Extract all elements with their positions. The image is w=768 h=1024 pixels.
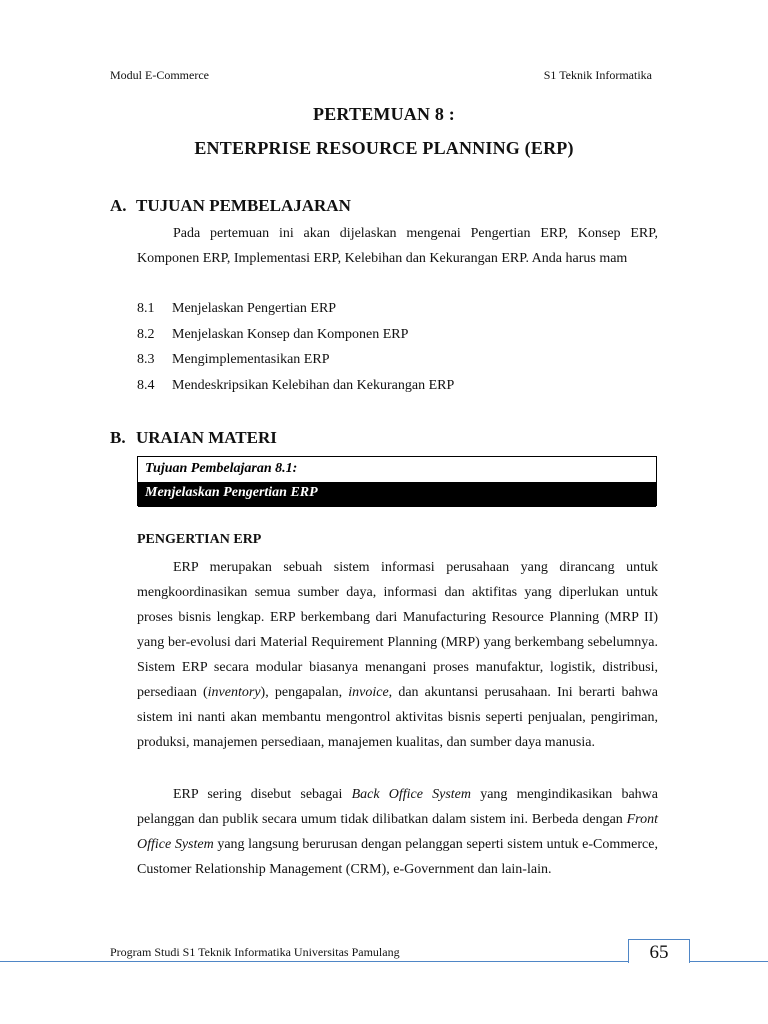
paragraph-erp-definition xyxy=(137,555,658,755)
section-b-title: URAIAN MATERI xyxy=(136,428,277,447)
paragraph-text: ERP merupakan sebuah sistem informasi perusahaan yang dirancang untuk mengkoordinasikan semua sumber daya, informasi dan aktifitas yang diperlukan untuk proses bisnis lengkap. ERP berkembang dari Manufacturing Resource Planning (MRP II) yang ber-evolusi dari Material Requirement Planning (MRP) yang berkembang sebelumnya. Sistem ERP secara modular biasanya menangani proses manufaktur, logistik, distribusi, persediaan ( xyxy=(137,560,658,700)
subheading-pengertian-erp: PENGERTIAN ERP xyxy=(137,532,262,547)
list-item xyxy=(137,296,454,322)
running-header-left: Modul E-Commerce xyxy=(110,68,209,82)
section-a-title: TUJUAN PEMBELAJARAN xyxy=(136,196,351,215)
footer-institution: Program Studi S1 Teknik Informatika Universitas Pamulang xyxy=(110,945,400,959)
running-header-right: S1 Teknik Informatika xyxy=(543,68,652,82)
list-item-text: Menjelaskan Konsep dan Komponen ERP xyxy=(172,326,409,342)
list-item-text: Mengimplementasikan ERP xyxy=(172,352,330,367)
list-item xyxy=(137,347,454,373)
list-item-number: 8.3 xyxy=(137,352,155,367)
page-number: 65 xyxy=(628,939,690,963)
italic-term: Front Office System xyxy=(137,812,658,852)
objective-box-label: Tujuan Pembelajaran 8.1: xyxy=(138,457,656,482)
section-b-heading xyxy=(110,428,277,448)
objective-box-title: Menjelaskan Pengertian ERP xyxy=(138,482,656,507)
paragraph-text: yang mengindikasikan bahwa pelanggan dan publik secara umum tidak dilibatkan dalam sistem ini. Berbeda dengan xyxy=(137,787,658,827)
italic-term: Back Office System xyxy=(351,787,472,802)
chapter-title-line2: ENTERPRISE RESOURCE PLANNING (ERP) xyxy=(194,138,574,158)
italic-term: invoice xyxy=(348,685,389,700)
paragraph-text: ), pengapalan, xyxy=(260,685,349,700)
italic-term: inventory xyxy=(207,685,261,700)
section-b-letter: B. xyxy=(110,428,126,447)
list-item xyxy=(137,373,454,399)
paragraph-text: ERP sering disebut sebagai xyxy=(173,787,352,802)
list-item-number: 8.4 xyxy=(137,377,155,393)
list-item-number: 8.2 xyxy=(137,326,155,342)
objectives-list xyxy=(137,296,454,398)
paragraph-text: , dan akuntansi perusahaan. Ini berarti bahwa sistem ini nanti akan membantu mengontrol aktivitas bisnis seperti penjualan, pengiriman, produksi, manajemen persediaan, manajemen kualitas, dan sumber daya manusia. xyxy=(137,685,658,750)
list-item-text: Menjelaskan Pengertian ERP xyxy=(172,301,337,316)
list-item-number: 8.1 xyxy=(137,301,155,316)
list-item-text: Mendeskripsikan Kelebihan dan Kekurangan ERP xyxy=(172,377,455,393)
section-a-letter: A. xyxy=(110,196,127,215)
section-a-heading xyxy=(110,196,351,216)
paragraph-back-office xyxy=(137,782,658,882)
chapter-title-line1: PERTEMUAN 8 : xyxy=(313,104,455,124)
list-item xyxy=(137,322,454,348)
paragraph-text: yang langsung berurusan dengan pelanggan seperti sistem untuk e-Commerce, Customer Relationship Management (CRM), e-Government dan lain-lain. xyxy=(137,837,658,877)
learning-objective-box xyxy=(137,456,657,506)
section-a-intro: Pada pertemuan ini akan dijelaskan mengenai Pengertian ERP, Konsep ERP, Komponen ERP, Implementasi ERP, Kelebihan dan Kekurangan ERP. Anda harus mam xyxy=(137,226,658,266)
